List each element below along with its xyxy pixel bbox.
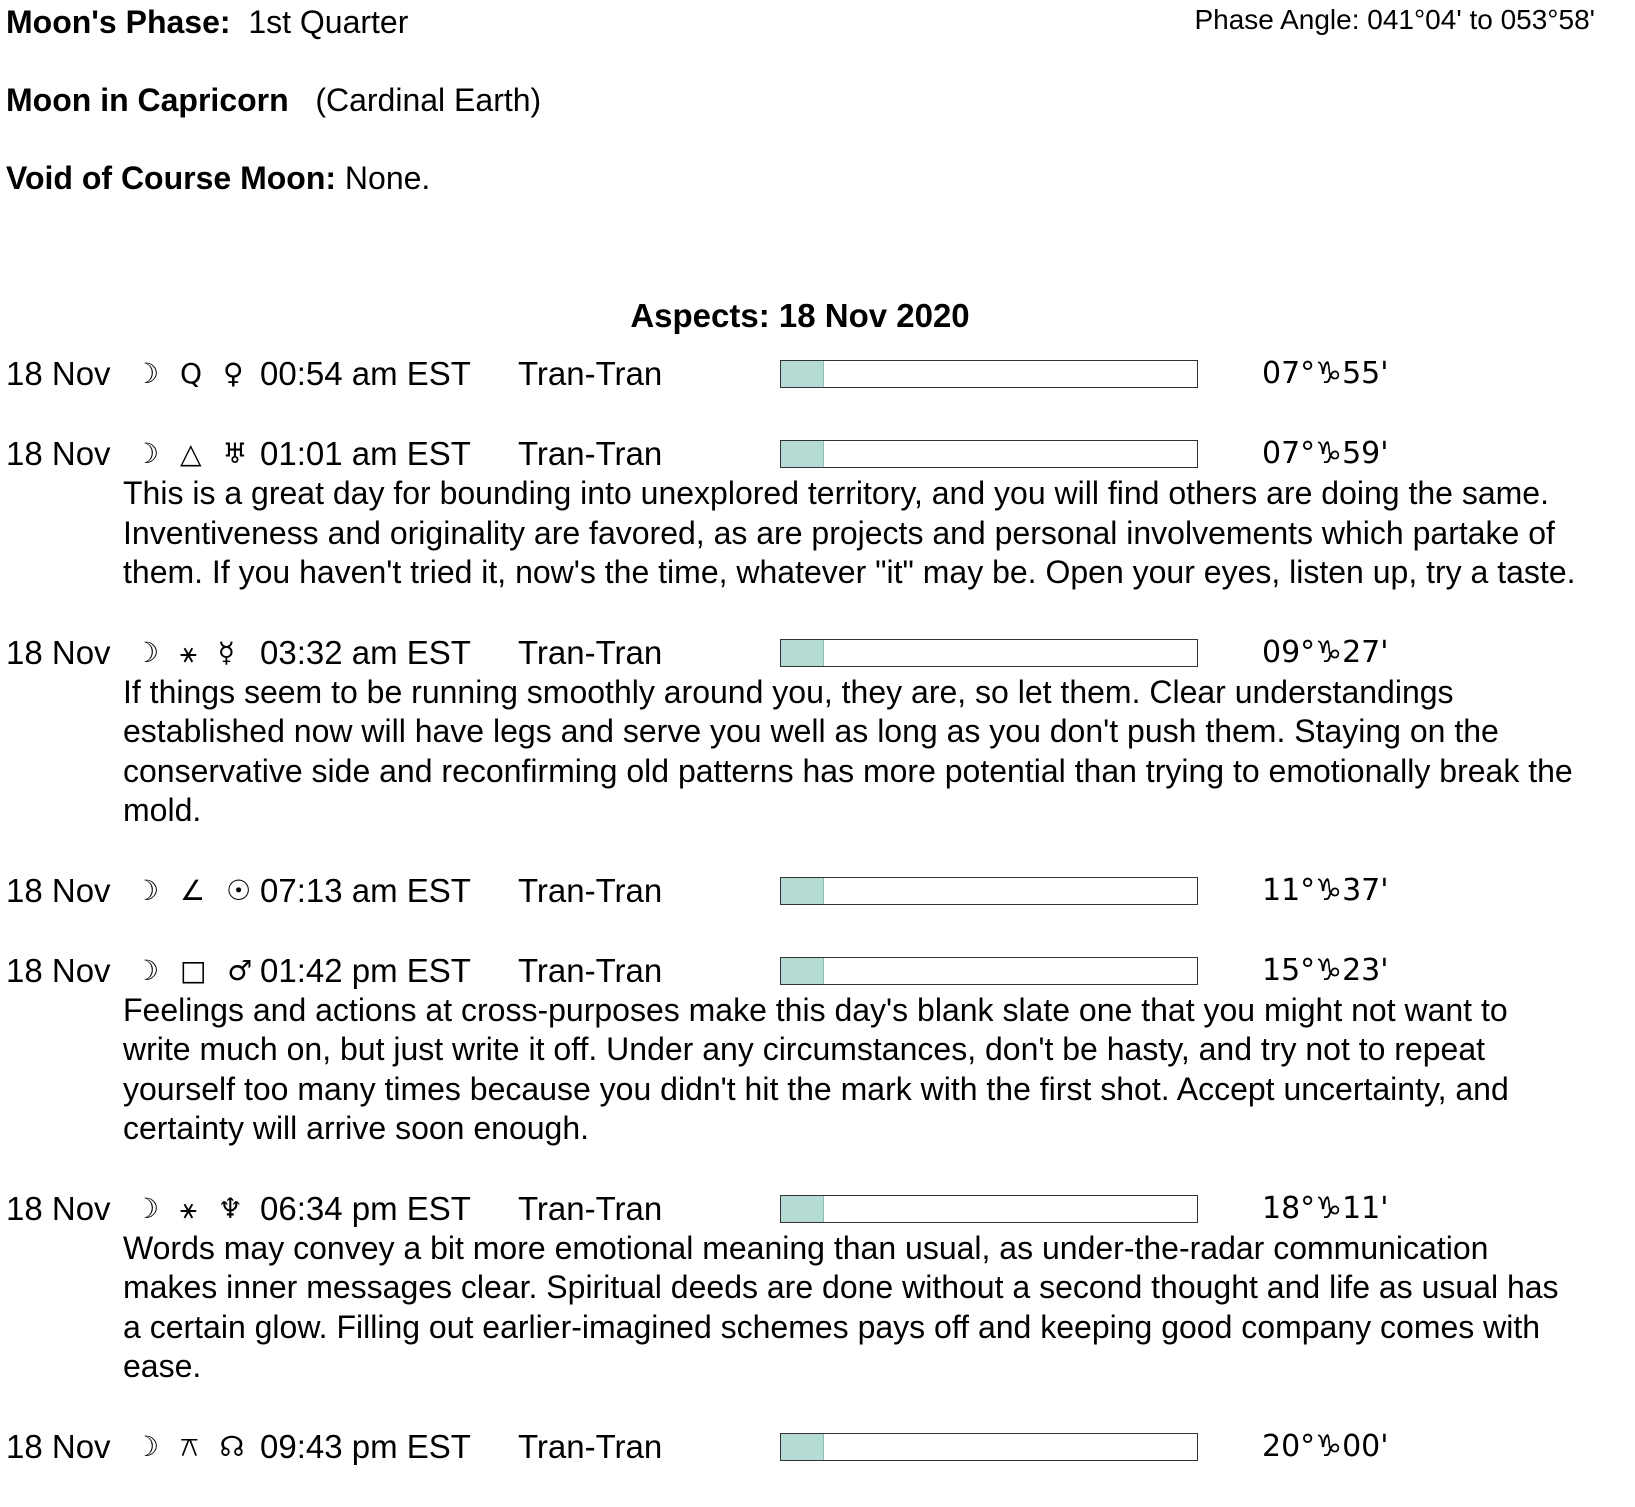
aspect-line: [0, 434, 1635, 474]
aspect-type: Tran-Tran: [518, 871, 663, 909]
aspect-glyphs: ☽ ⚹ ♆: [134, 1191, 249, 1225]
aspect-date: 18 Nov: [6, 435, 111, 472]
aspect-glyphs: ☽ Q ♀: [134, 357, 250, 390]
aspect-line: [0, 354, 1635, 394]
aspect-date: 18 Nov: [6, 1189, 111, 1227]
aspect-description: If things seem to be running smoothly around you, they are, so let them. Clear understandings established now will have legs and serve you well as long as you don't push them. Staying on the conservative side and reconfirming old patterns has more potential than trying to emotionally break the mold.: [123, 673, 1573, 828]
aspect-description: This is a great day for bounding into unexplored territory, and you will find others are doing the same. Inventiveness and originality are favored, as are projects and personal involvements which partake of them. If you haven't tried it, now's the time, whatever "it" may be. Open your eyes, listen up, try a taste.: [123, 475, 1576, 590]
aspect-entry: [0, 633, 1635, 831]
aspect-type: Tran-Tran: [518, 633, 663, 671]
aspect-glyphs: ☽ △ ♅: [134, 437, 254, 470]
aspect-entry: [0, 951, 1635, 1149]
aspect-line: [0, 1427, 1635, 1467]
aspect-time: 01:42 pm EST: [260, 951, 471, 989]
aspect-strength-fill: [781, 878, 824, 904]
aspect-entry: [0, 1189, 1635, 1387]
moon-sign-row: [6, 80, 541, 120]
moon-phase-label: Moon's Phase:: [6, 4, 231, 40]
aspect-strength-bar: [780, 957, 1198, 985]
aspect-strength-fill: [781, 1196, 824, 1222]
aspect-strength-fill: [781, 958, 824, 984]
aspect-strength-fill: [781, 361, 824, 387]
aspect-strength-fill: [781, 640, 824, 666]
aspect-time: 01:01 am EST: [260, 435, 471, 472]
aspect-entry: [0, 1427, 1635, 1467]
aspect-type: Tran-Tran: [518, 355, 663, 392]
aspect-entry: [0, 434, 1635, 593]
aspect-strength-bar: [780, 1433, 1198, 1461]
aspect-line: [0, 633, 1635, 673]
aspect-line: [0, 871, 1635, 911]
aspect-position: 20°♑00': [1262, 1428, 1389, 1464]
aspect-strength-bar: [780, 639, 1198, 667]
aspect-strength-bar: [780, 877, 1198, 905]
aspect-date: 18 Nov: [6, 871, 111, 909]
aspect-glyphs: ☽ ⚻ ☊: [134, 1429, 251, 1463]
aspect-entry: [0, 354, 1635, 394]
aspect-time: 07:13 am EST: [260, 871, 471, 909]
aspect-date: 18 Nov: [6, 633, 111, 671]
moon-phase-value: 1st Quarter: [248, 4, 409, 40]
aspect-position: 18°♑11': [1262, 1190, 1389, 1226]
aspect-glyphs: ☽ ∠ ☉: [134, 873, 258, 907]
aspect-position: 09°♑27': [1262, 634, 1389, 670]
aspect-date: 18 Nov: [6, 1427, 111, 1465]
void-of-course-value: None.: [344, 160, 431, 196]
aspect-description: Feelings and actions at cross-purposes make this day's blank slate one that you might not want to write much on, but just write it off. Under any circumstances, don't be hasty, and try not to repeat yourself too many times because you didn't hit the mark with the first shot. Accept uncertainty, and certainty will arrive soon enough.: [123, 991, 1509, 1146]
aspect-type: Tran-Tran: [518, 435, 663, 472]
aspect-time: 09:43 pm EST: [260, 1427, 471, 1465]
aspect-time: 03:32 am EST: [260, 633, 471, 671]
aspect-entry: [0, 871, 1635, 911]
aspect-type: Tran-Tran: [518, 1189, 663, 1227]
aspect-glyphs: ☽ ⚹ ☿: [134, 635, 241, 669]
aspect-date: 18 Nov: [6, 951, 111, 989]
aspect-strength-bar: [780, 1195, 1198, 1223]
aspect-description: Words may convey a bit more emotional meaning than usual, as under-the-radar communication makes inner messages clear. Spiritual deeds are done without a second thought and life as usual has a certain glow. Filling out earlier-imagined schemes pays off and keeping good company comes with ease.: [123, 1229, 1559, 1384]
aspect-strength-bar: [780, 360, 1198, 388]
aspect-date: 18 Nov: [6, 355, 111, 392]
moon-sign-value: (Cardinal Earth): [315, 82, 542, 118]
void-of-course-label: Void of Course Moon:: [6, 160, 337, 196]
aspect-position: 07°♑55': [1262, 356, 1389, 391]
aspect-position: 15°♑23': [1262, 952, 1389, 988]
aspect-line: [0, 951, 1635, 991]
aspect-line: [0, 1189, 1635, 1229]
phase-angle: Phase Angle: 041°04' to 053°58': [1194, 4, 1595, 35]
aspect-strength-fill: [781, 1434, 824, 1460]
aspect-strength-fill: [781, 441, 824, 467]
aspect-type: Tran-Tran: [518, 951, 663, 989]
aspect-strength-bar: [780, 440, 1198, 468]
moon-sign-label: Moon in Capricorn: [6, 82, 289, 118]
aspects-list: [0, 354, 1635, 1507]
void-of-course-row: [6, 158, 430, 198]
aspect-glyphs: ☽ □ ♂: [134, 953, 259, 987]
aspects-title: Aspects: 18 Nov 2020: [630, 297, 970, 334]
aspect-time: 06:34 pm EST: [260, 1189, 471, 1227]
moon-phase-row: [6, 2, 408, 42]
aspect-time: 00:54 am EST: [260, 355, 471, 392]
aspect-type: Tran-Tran: [518, 1427, 663, 1465]
aspect-position: 11°♑37': [1262, 872, 1389, 908]
aspect-position: 07°♑59': [1262, 436, 1389, 471]
